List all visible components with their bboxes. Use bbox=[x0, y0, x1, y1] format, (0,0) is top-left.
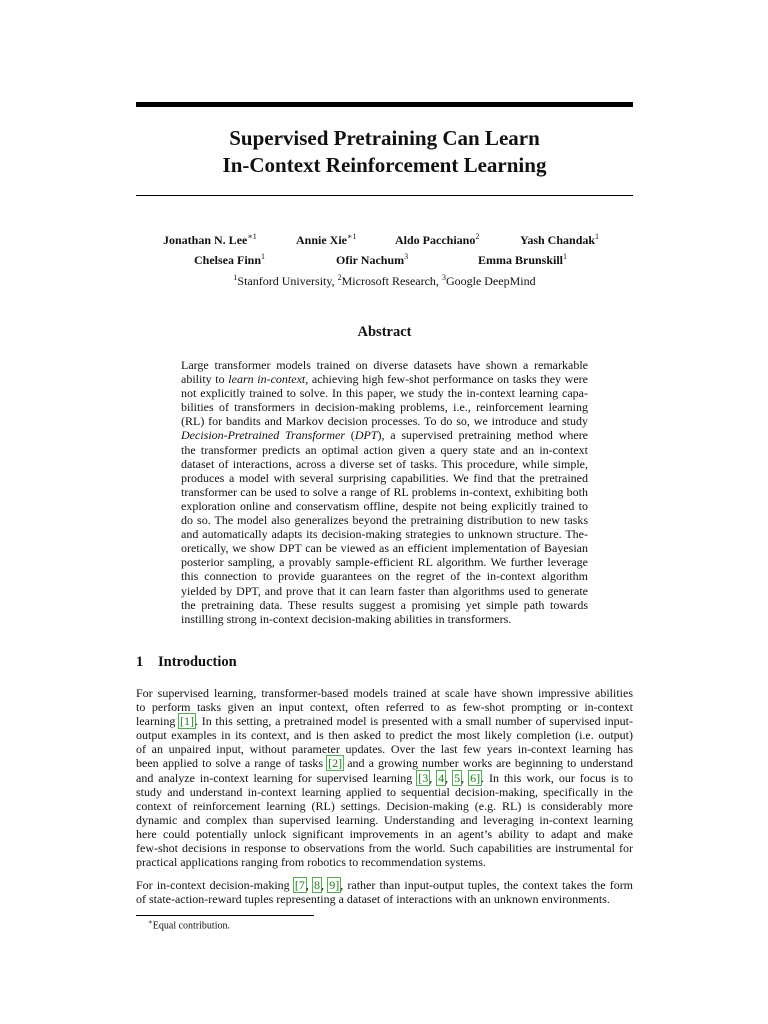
text-line: been applied to solve a range of tasks [2] and a growing number works are beginning to understand bbox=[136, 756, 634, 771]
citation-link[interactable]: [2] bbox=[328, 756, 343, 771]
title-line-1: Supervised Pretraining Can Learn bbox=[229, 126, 540, 150]
citation-link[interactable]: 6] bbox=[470, 770, 481, 785]
text-line: of an unpaired input, without parameter updates. Over the last few years in-context learning has bbox=[136, 742, 633, 757]
text-line: For supervised learning, transformer-based models trained at scale have shown impressive abilities bbox=[136, 686, 633, 700]
text-line: this connection to provide guarantees on the regret of the in-context algorithm bbox=[181, 569, 588, 584]
affiliations: $^1$Stanford University, $^2$Microsoft Research, $^3$Google DeepMind bbox=[233, 273, 536, 288]
text-line: (RL) for bandits and Markov decision processes. To do so, we introduce and study bbox=[181, 414, 588, 429]
text-line: ability to learn in-context, achieving high few-shot performance on tasks they were bbox=[181, 372, 588, 387]
paper-title bbox=[136, 125, 633, 179]
text-line: Decision-Pretrained Transformer (DPT), a supervised pretraining method where bbox=[181, 428, 589, 443]
text-line: oretically, we show DPT can be viewed as an efficient implementation of Bayesian bbox=[181, 541, 588, 556]
footnote: ∗Equal contribution. bbox=[148, 918, 230, 932]
intro-paragraph-1 bbox=[136, 686, 633, 869]
section-number: 1 bbox=[136, 654, 144, 670]
text-line: produces a model with several surprising capabilities. We find that the pretrained bbox=[181, 470, 588, 485]
text-line: to perform tasks given an input context, often referred to as few-shot prompting or in-context bbox=[136, 700, 633, 715]
footnote-rule bbox=[136, 915, 314, 916]
text-line: context of reinforcement learning (RL) settings. Decision-making (e.g. RL) is considerably more bbox=[136, 798, 633, 813]
text-line: output examples in its context, and is then asked to predict the most likely completion (i.e. output) bbox=[136, 728, 633, 743]
citation-link[interactable]: 8 bbox=[314, 878, 321, 892]
citation-link[interactable]: [3 bbox=[418, 770, 429, 785]
emphasis: DPT bbox=[354, 428, 378, 443]
citation-link[interactable]: [7 bbox=[294, 878, 305, 892]
text-line: of state-action-reward tuples representing a dataset of interactions with an unknown environments. bbox=[136, 892, 610, 907]
abstract-heading: Abstract bbox=[357, 324, 412, 340]
text-line: study and understand in-context learning applied to sequential decision-making, specifically in the bbox=[136, 784, 633, 799]
text-line: do so. The model also generalizes beyond the pretraining distribution to new tasks bbox=[181, 513, 588, 528]
text-line: bilities of transformers in decision-making problems, i.e., reinforcement learning bbox=[181, 400, 588, 415]
text-line: practical applications ranging from robotics to recommendation systems. bbox=[136, 855, 486, 870]
text-line: not explicitly trained to solve. In this paper, we study the in-context learning capa- bbox=[181, 386, 588, 401]
section-title: Introduction bbox=[158, 654, 237, 670]
emphasis: learn in-context bbox=[228, 372, 306, 387]
author: Annie Xie$^{∗1}$ bbox=[296, 232, 357, 247]
text-line: dynamic and complex than supervised learning. Understanding and leveraging in-context learning bbox=[136, 812, 633, 827]
text-line: Large transformer models trained on diverse datasets have shown a remarkable bbox=[181, 358, 588, 372]
title-rule-top bbox=[136, 102, 633, 107]
text-line: transformer can be used to solve a range of RL problems in-context, exhibiting both bbox=[181, 484, 588, 499]
citation-link[interactable]: 4 bbox=[438, 770, 445, 785]
author: Ofir Nachum$^3$ bbox=[336, 252, 409, 267]
emphasis: Decision-Pretrained Transformer bbox=[181, 428, 346, 443]
text-line: posterior sampling, a provably sample-efficient RL algorithm. We further leverage bbox=[181, 555, 588, 570]
title-rule-bottom bbox=[136, 195, 633, 196]
author: Emma Brunskill$^1$ bbox=[478, 252, 568, 267]
author: Yash Chandak$^1$ bbox=[520, 232, 600, 247]
citation-link[interactable]: [1] bbox=[180, 714, 195, 729]
citation-link[interactable]: 5 bbox=[454, 770, 461, 785]
text-line: yielded by DPT, and prove that it can learn faster than algorithms used to generate bbox=[181, 583, 588, 598]
text-line: few-shot decisions in response to observations from the world. Such capabilities are instrumental for bbox=[136, 841, 633, 856]
text-line: For in-context decision-making [7, 8, 9], rather than input-output tuples, the context takes the form bbox=[136, 878, 634, 892]
text-line: and automatically adapts its decision-making strategies to unknown structure. The- bbox=[181, 527, 588, 542]
text-line: learning [1]. In this setting, a pretrained model is presented with a small number of supervised input- bbox=[136, 714, 633, 729]
text-line: instilling strong in-context decision-making abilities in transformers. bbox=[181, 611, 512, 626]
text-line: here could potentially unlock significant improvements in an agent’s ability to adapt and make bbox=[136, 826, 633, 841]
section-heading-introduction bbox=[136, 654, 237, 671]
title-line-2: In-Context Reinforcement Learning bbox=[222, 153, 547, 177]
author: Aldo Pacchiano$^2$ bbox=[395, 232, 480, 247]
text-line: the transformer predicts an optimal action given a query state and an in-context bbox=[181, 442, 588, 457]
author: Jonathan N. Lee$^{∗1}$ bbox=[163, 232, 257, 247]
intro-paragraph-2 bbox=[136, 878, 633, 906]
author: Chelsea Finn$^1$ bbox=[194, 252, 266, 267]
text-line: and analyze in-context learning for supervised learning [3, 4, 5, 6]. In this work, our focus is to bbox=[136, 770, 634, 785]
text-line: exploration online and conservatism offline, despite not being explicitly trained to bbox=[181, 498, 588, 513]
citation-link[interactable]: 9] bbox=[329, 878, 340, 892]
abstract-body bbox=[181, 358, 588, 626]
text-line: the pretraining data. These results suggest a promising yet simple path towards bbox=[181, 597, 588, 612]
text-line: dataset of interactions, across a diverse set of tasks. This procedure, while simple, bbox=[181, 456, 588, 471]
